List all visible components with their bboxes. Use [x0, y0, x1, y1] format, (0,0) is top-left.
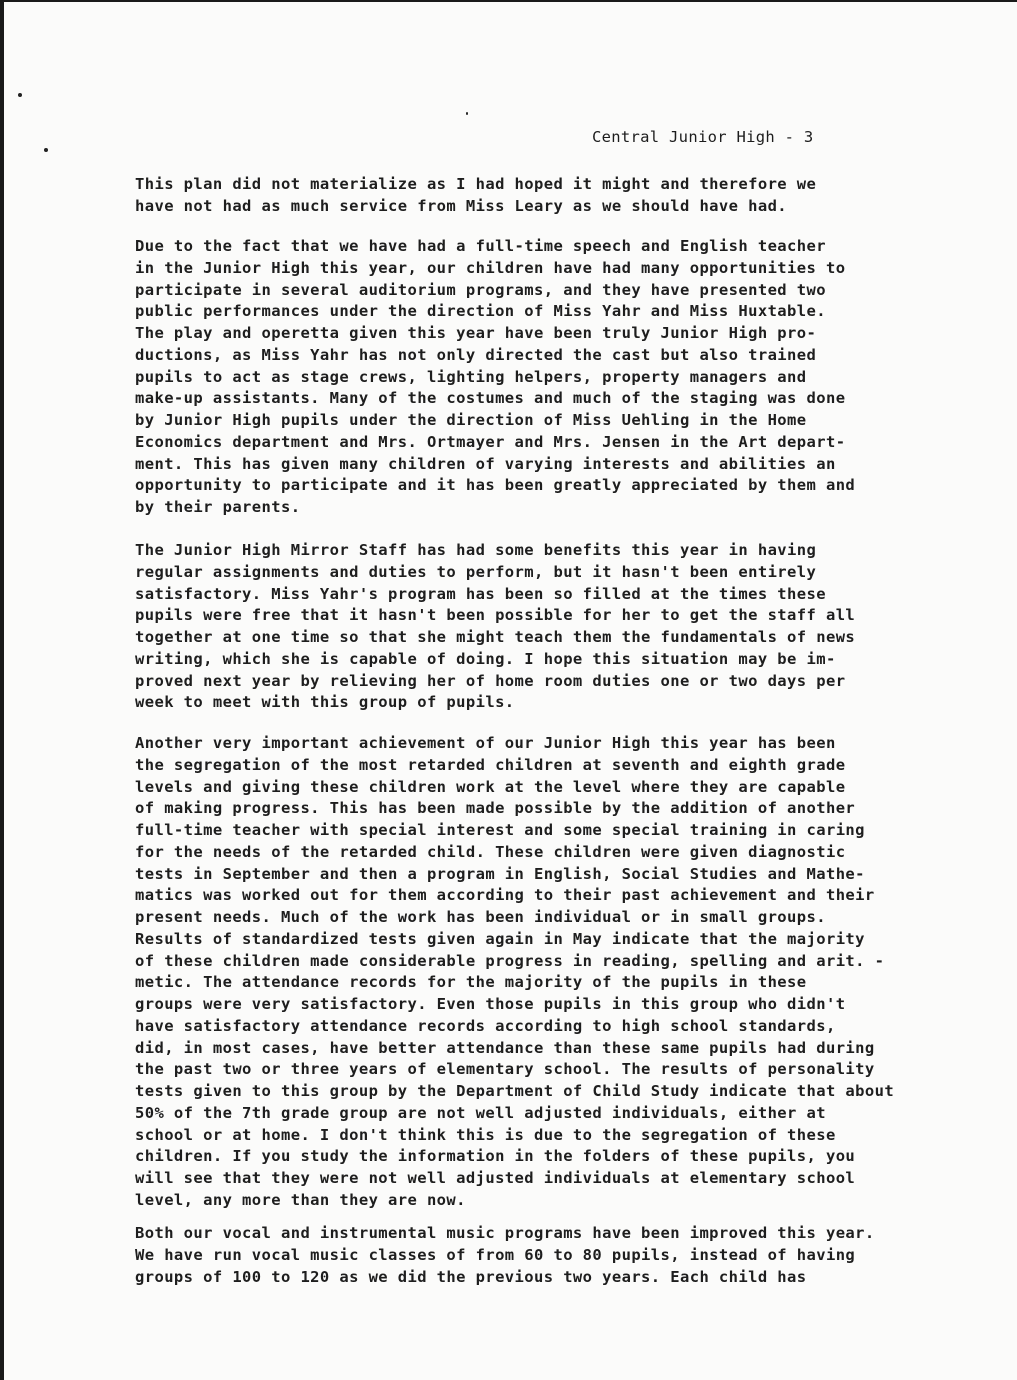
paragraph-3: [135, 540, 855, 714]
paragraph-4: [135, 733, 894, 1212]
text-line: of these children made considerable progress in reading, spelling and arit. -: [135, 951, 885, 970]
text-line: pupils were free that it hasn't been possible for her to get the staff all: [135, 606, 856, 625]
text-line: public performances under the direction of Miss Yahr and Miss Huxtable.: [135, 302, 826, 321]
text-line: school or at home. I don't think this is due to the segregation of these: [135, 1125, 836, 1144]
text-line: by Junior High pupils under the direction of Miss Uehling in the Home: [135, 411, 807, 429]
text-line: metic. The attendance records for the majority of the pupils in these: [135, 973, 807, 992]
text-line: The play and operetta given this year have been truly Junior High pro-: [135, 324, 817, 342]
text-line: tests in September and then a program in English, Social Studies and Mathe-: [135, 864, 865, 883]
text-line: pupils to act as stage crews, lighting helpers, property managers and: [135, 367, 807, 386]
text-line: the segregation of the most retarded children at seventh and eighth grade: [135, 755, 846, 774]
text-line: levels and giving these children work at the level where they are capable: [135, 777, 846, 796]
text-line: We have run vocal music classes of from 60 to 80 pupils, instead of having: [135, 1245, 856, 1264]
scan-speck: [18, 93, 22, 97]
text-line: Due to the fact that we have had a full-time speech and English teacher: [135, 237, 826, 255]
text-line: for the needs of the retarded child. These children were given diagnostic: [135, 842, 846, 861]
text-line: This plan did not materialize as I had hoped it might and therefore we: [135, 175, 817, 193]
text-line: full-time teacher with special interest and some special training in caring: [135, 821, 865, 839]
text-line: The Junior High Mirror Staff has had some benefits this year in having: [135, 541, 817, 559]
running-head: Central Junior High - 3: [592, 128, 814, 146]
text-line: the past two or three years of elementary school. The results of personality: [135, 1060, 875, 1079]
text-line: in the Junior High this year, our children have had many opportunities to: [135, 258, 846, 277]
text-line: make-up assistants. Many of the costumes and much of the staging was done: [135, 389, 846, 408]
text-line: Another very important achievement of our Junior High this year has been: [135, 734, 836, 752]
paragraph-5: [135, 1223, 875, 1288]
text-line: present needs. Much of the work has been individual or in small groups.: [135, 908, 826, 926]
text-line: by their parents.: [135, 498, 301, 516]
scan-speck: [466, 112, 468, 115]
text-line: tests given to this group by the Department of Child Study indicate that about: [135, 1082, 895, 1100]
text-line: proved next year by relieving her of home room duties one or two days per: [135, 671, 846, 690]
text-line: regular assignments and duties to perform, but it hasn't been entirely: [135, 562, 817, 581]
paragraph-1: [135, 174, 816, 218]
text-line: will see that they were not well adjusted individuals at elementary school: [135, 1169, 856, 1187]
text-line: have not had as much service from Miss Leary as we should have had.: [135, 196, 788, 215]
text-line: Results of standardized tests given again in May indicate that the majority: [135, 929, 865, 948]
text-line: level, any more than they are now.: [135, 1190, 466, 1209]
text-line: 50% of the 7th grade group are not well adjusted individuals, either at: [135, 1103, 826, 1122]
text-line: Economics department and Mrs. Ortmayer and Mrs. Jensen in the Art depart-: [135, 432, 846, 451]
text-line: did, in most cases, have better attendance than these same pupils had during: [135, 1038, 875, 1057]
text-line: participate in several auditorium programs, and they have presented two: [135, 280, 826, 299]
text-line: week to meet with this group of pupils.: [135, 693, 515, 712]
text-line: groups were very satisfactory. Even those pupils in this group who didn't: [135, 995, 846, 1013]
text-line: matics was worked out for them according to their past achievement and their: [135, 886, 875, 905]
text-line: ment. This has given many children of varying interests and abilities an: [135, 454, 836, 473]
text-line: Both our vocal and instrumental music programs have been improved this year.: [135, 1224, 875, 1242]
text-line: have satisfactory attendance records according to high school standards,: [135, 1016, 836, 1035]
text-line: children. If you study the information in the folders of these pupils, you: [135, 1147, 856, 1166]
scan-speck: [44, 148, 48, 152]
text-line: writing, which she is capable of doing. I hope this situation may be im-: [135, 649, 836, 668]
text-line: groups of 100 to 120 as we did the previous two years. Each child has: [135, 1267, 807, 1286]
text-line: opportunity to participate and it has been greatly appreciated by them and: [135, 476, 856, 495]
text-line: satisfactory. Miss Yahr's program has been so filled at the times these: [135, 584, 826, 603]
text-line: together at one time so that she might teach them the fundamentals of news: [135, 628, 856, 646]
text-line: of making progress. This has been made possible by the addition of another: [135, 799, 856, 818]
text-line: ductions, as Miss Yahr has not only directed the cast but also trained: [135, 345, 817, 364]
paragraph-2: [135, 236, 855, 519]
